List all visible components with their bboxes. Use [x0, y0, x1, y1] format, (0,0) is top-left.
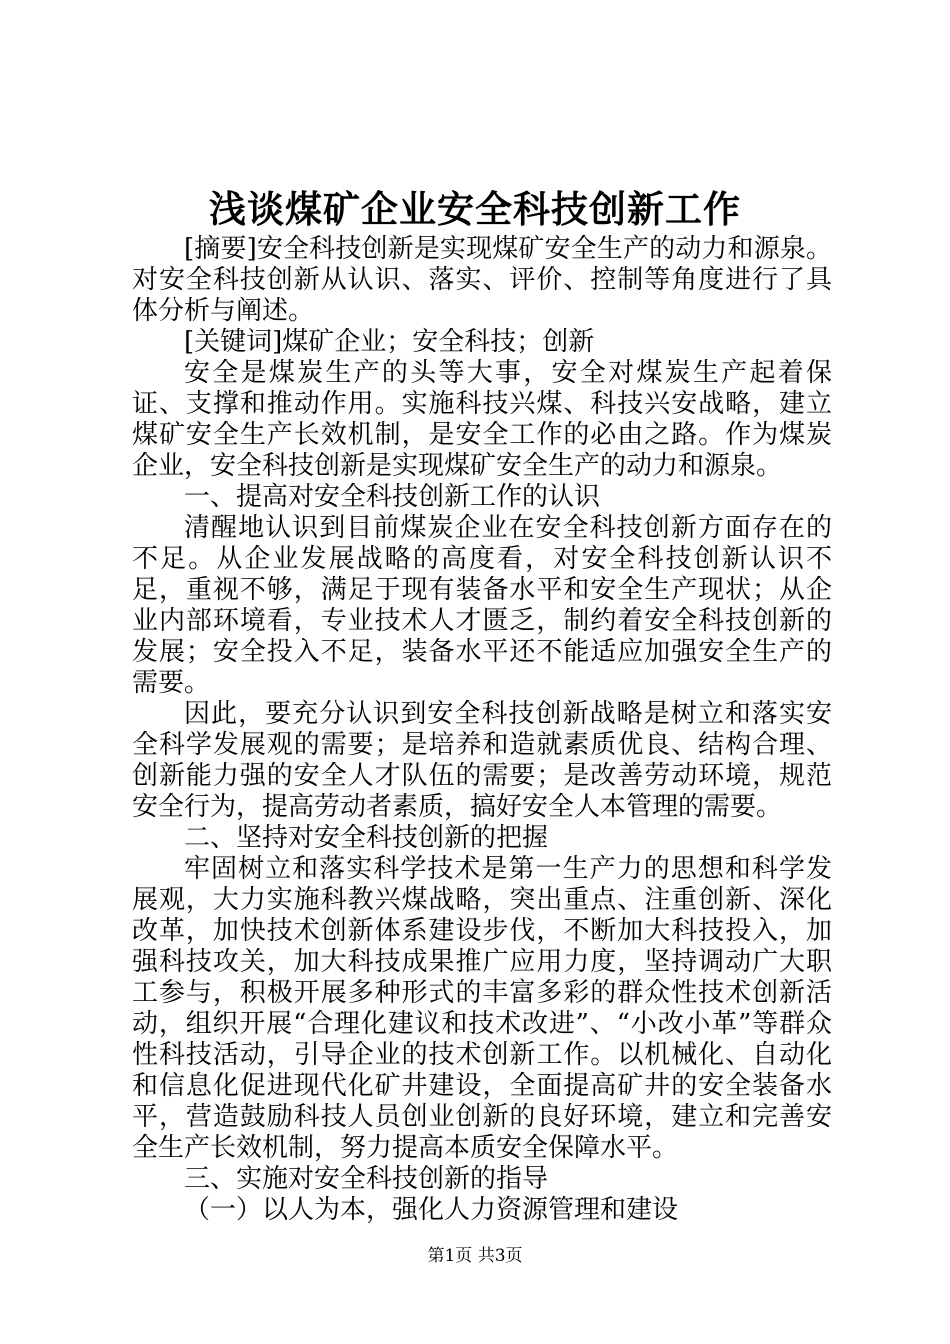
- page-footer: 第1页 共3页: [427, 1246, 523, 1266]
- body-paragraph: 清醒地认识到目前煤炭企业在安全科技创新方面存在的不足。从企业发展战略的高度看，对安全科技创新认识不足，重视不够，满足于现有装备水平和安全生产现状；从企业内部环境看，专业技术人才匮乏，制约着安全科技创新的发展；安全投入不足，装备水平还不能适应加强安全生产的需要。: [132, 513, 832, 698]
- body-paragraph: 因此，要充分认识到安全科技创新战略是树立和落实安全科学发展观的需要；是培养和造就素质优良、结构合理、创新能力强的安全人才队伍的需要；是改善劳动环境，规范安全行为，提高劳动者素质，搞好安全人本管理的需要。: [132, 699, 832, 822]
- document-body: [132, 234, 832, 1226]
- subsection-heading: （一）以人为本，强化人力资源管理和建设: [184, 1195, 679, 1225]
- section-heading-1: 一、提高对安全科技创新工作的认识: [184, 482, 601, 512]
- document-title: 浅谈煤矿企业安全科技创新工作: [209, 187, 741, 231]
- body-paragraph: 牢固树立和落实科学技术是第一生产力的思想和科学发展观，大力实施科教兴煤战略，突出重点、注重创新、深化改革，加快技术创新体系建设步伐，不断加大科技投入，加强科技攻关，加大科技成果推广应用力度，坚持调动广大职工参与，积极开展多种形式的丰富多彩的群众性技术创新活动，组织开展“合理化建议和技术改进”、“小改小革”等群众性科技活动，引导企业的技术创新工作。以机械化、自动化和信息化促进现代化矿井建设，全面提高矿井的安全装备水平，营造鼓励科技人员创业创新的良好环境，建立和完善安全生产长效机制，努力提高本质安全保障水平。: [132, 854, 832, 1163]
- section-heading-2: 二、坚持对安全科技创新的把握: [184, 823, 549, 853]
- keywords-paragraph: [关键词]煤矿企业；安全科技；创新: [184, 327, 595, 357]
- abstract-paragraph: [摘要]安全科技创新是实现煤矿安全生产的动力和源泉。对安全科技创新从认识、落实、评价、控制等角度进行了具体分析与阐述。: [132, 234, 832, 326]
- intro-paragraph: 安全是煤炭生产的头等大事，安全对煤炭生产起着保证、支撑和推动作用。实施科技兴煤、科技兴安战略，建立煤矿安全生产长效机制，是安全工作的必由之路。作为煤炭企业，安全科技创新是实现煤矿安全生产的动力和源泉。: [132, 358, 832, 481]
- section-heading-3: 三、实施对安全科技创新的指导: [184, 1164, 549, 1194]
